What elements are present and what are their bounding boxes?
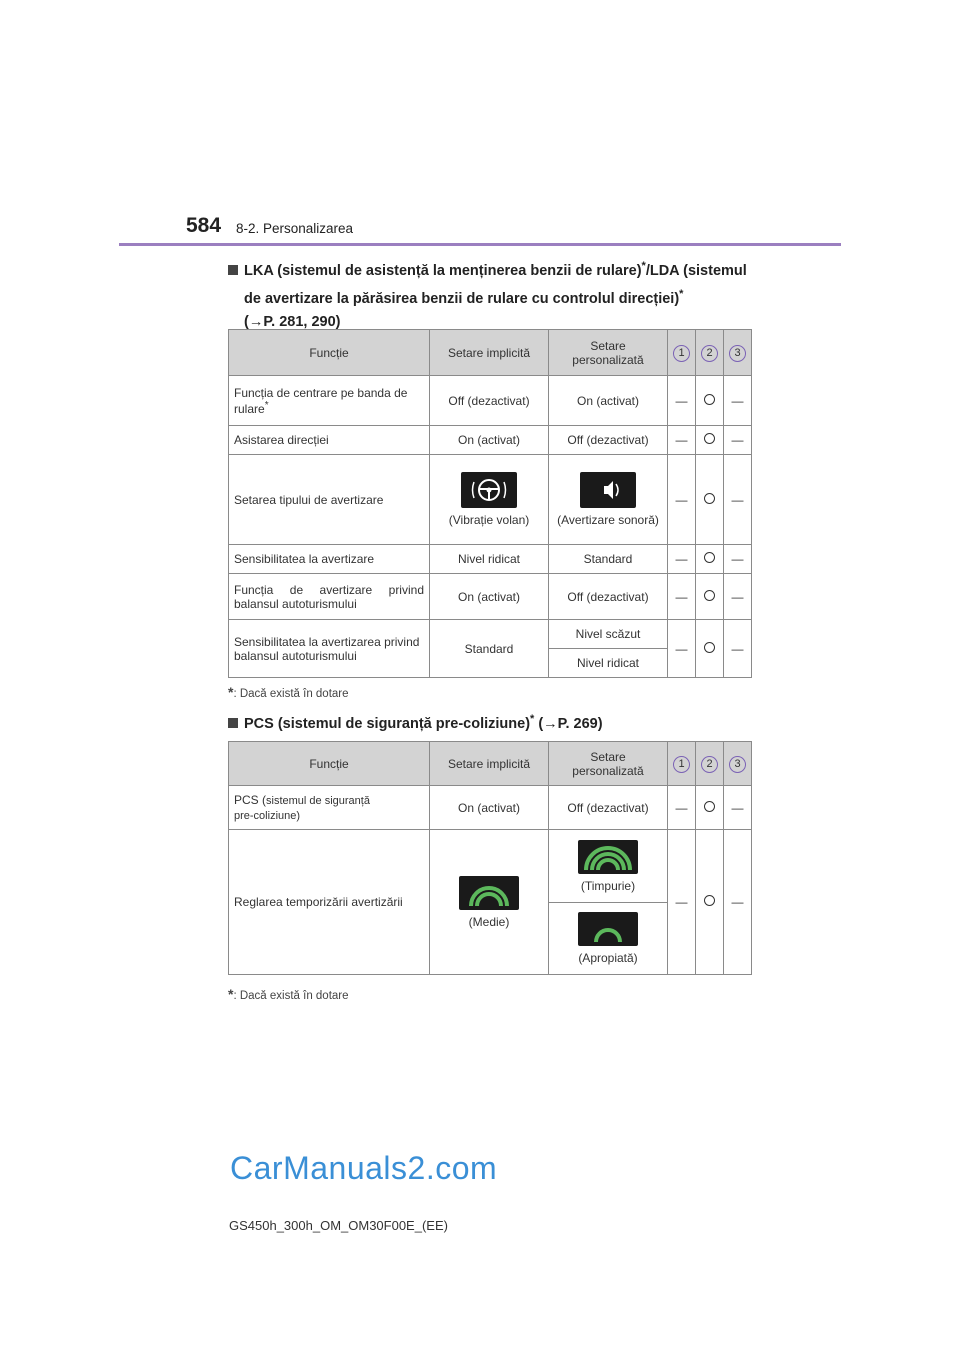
table-header-row: [229, 330, 752, 376]
pcs-settings-table: [228, 741, 752, 975]
square-bullet-icon: [228, 718, 238, 728]
col-2: 2: [696, 330, 724, 376]
circle-mark-icon: [704, 552, 715, 563]
speaker-buzzer-icon: [580, 472, 636, 508]
col-custom: Setare personalizată: [549, 330, 668, 376]
col-custom: Setare personalizată: [549, 742, 668, 786]
table-row: Sensibilitatea la avertizare Nivel ridicat Standard — —: [229, 545, 752, 574]
steering-wheel-vibration-icon: [461, 472, 517, 508]
col-function: Funcție: [229, 742, 430, 786]
table-row: Funcția de avertizare privind balansul autoturismului On (activat) Off (dezactivat) — —: [229, 574, 752, 620]
col-3: 3: [724, 330, 752, 376]
table-row: Nivel ridicat: [229, 649, 752, 678]
col-default: Setare implicită: [430, 742, 549, 786]
col-default: Setare implicită: [430, 330, 549, 376]
table-row: (Apropiată): [229, 903, 752, 975]
lka-heading: LKA (sistemul de asistență la menținerea benzii de rulare)*/LDA (sistemul de avertizare la părăsirea benzii de rulare cu controlul direcției)* (→P. 281, 290): [228, 255, 747, 334]
watermark: CarManuals2.com: [230, 1150, 498, 1186]
circle-mark-icon: [704, 590, 715, 601]
col-3: 3: [724, 742, 752, 786]
circle-mark-icon: [704, 642, 715, 653]
table-header-row: [229, 742, 752, 786]
warning-timing-early-icon: [578, 840, 638, 874]
pcs-heading: PCS (sistemul de siguranță pre-coliziune)* (→P. 269): [228, 708, 603, 736]
circle-mark-icon: [704, 493, 715, 504]
warning-timing-medium-icon: [459, 876, 519, 910]
pcs-footnote: *: Dacă există în dotare: [228, 986, 349, 1002]
page-number: 584: [186, 214, 222, 237]
square-bullet-icon: [228, 265, 238, 275]
circle-mark-icon: [704, 801, 715, 812]
table-row: Reglarea temporizării avertizării (Medie) (Timpurie) — —: [229, 830, 752, 903]
col-function: Funcție: [229, 330, 430, 376]
warning-timing-late-icon: [578, 912, 638, 946]
col-2: 2: [696, 742, 724, 786]
col-1: 1: [668, 742, 696, 786]
table-row: PCS (sistemul de siguranță pre-coliziune) On (activat) Off (dezactivat) — —: [229, 786, 752, 830]
lka-settings-table: [228, 329, 752, 678]
table-row: Sensibilitatea la avertizarea privind balansul autoturismului Standard Nivel scăzut — —: [229, 620, 752, 649]
header-rule: [119, 243, 841, 246]
col-1: 1: [668, 330, 696, 376]
circle-mark-icon: [704, 394, 715, 405]
footer-code: GS450h_300h_OM_OM30F00E_(EE): [229, 1218, 448, 1233]
lka-footnote: *: Dacă există în dotare: [228, 684, 349, 700]
table-row: Setarea tipului de avertizare (Vibrație volan) (Avertizare sonoră) — —: [229, 455, 752, 545]
circle-mark-icon: [704, 433, 715, 444]
section-title: 8-2. Personalizarea: [236, 221, 354, 236]
table-row: Funcția de centrare pe banda de rulare* Off (dezactivat) On (activat) — —: [229, 376, 752, 426]
circle-mark-icon: [704, 895, 715, 906]
table-row: Asistarea direcției On (activat) Off (dezactivat) — —: [229, 426, 752, 455]
